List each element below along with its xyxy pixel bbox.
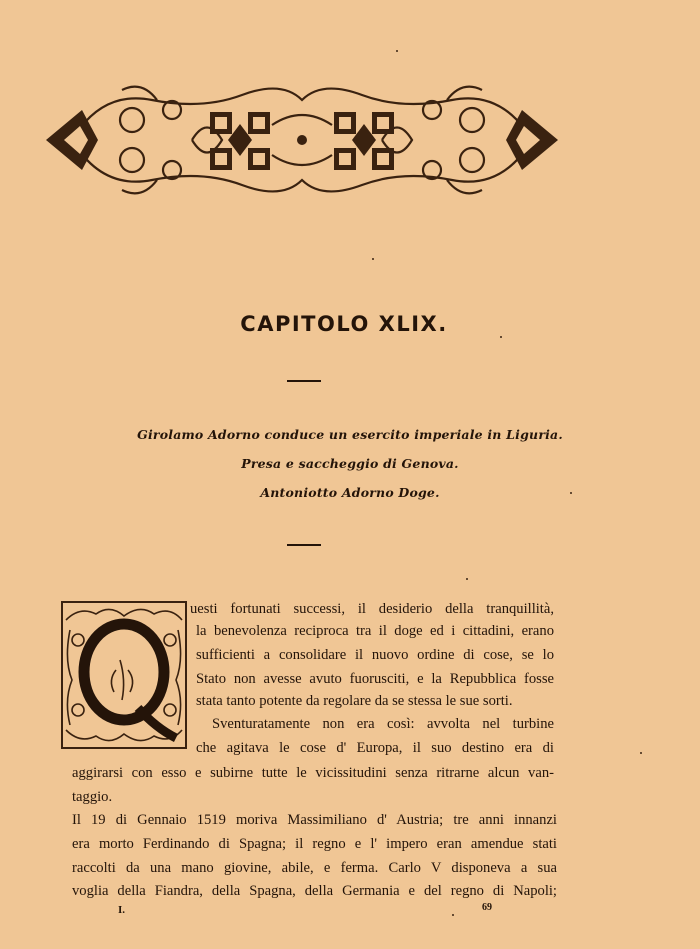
paper-speck	[640, 752, 642, 754]
paper-speck	[570, 492, 572, 494]
summary-line: Presa e saccheggio di Genova.	[241, 456, 459, 471]
summary-line: Antoniotto Adorno Doge.	[260, 485, 440, 500]
divider-rule	[287, 380, 321, 382]
body-text-line: aggirarsi con esso e subirne tutte le vicissitudini senza ritrarne alcun van-	[72, 765, 554, 781]
body-text-line: stata tanto potente da regolare da se stessa le sue sorti.	[196, 693, 513, 709]
body-text-line: taggio.	[72, 789, 113, 805]
floral-headpiece-icon	[42, 70, 562, 210]
page-number: 69	[482, 902, 492, 913]
paper-speck	[452, 914, 454, 916]
summary-line: Girolamo Adorno conduce un esercito imperiale in Liguria.	[137, 427, 563, 442]
body-text-line: raccolti da una mano giovine, abile, e ferma. Carlo V disponeva a sua	[72, 860, 557, 876]
divider-rule	[287, 544, 321, 546]
body-text-line: Il 19 di Gennaio 1519 moriva Massimiliano d' Austria; tre anni innanzi	[72, 812, 557, 828]
body-text-line: Stato non avesse avuto fuorusciti, e la Repubblica fosse	[196, 671, 554, 687]
ornate-initial-q-icon	[60, 600, 188, 750]
paper-speck	[396, 50, 398, 52]
body-text-line: la benevolenza reciproca tra il doge ed i cittadini, erano	[196, 623, 554, 639]
body-text-line: voglia della Fiandra, della Spagna, della Germania e del regno di Napoli;	[72, 883, 557, 899]
body-text-line: Sventuratamente non era così: avvolta nel turbine	[212, 716, 554, 732]
body-text-line: sufficienti a consolidare il nuovo ordine di cose, se lo	[196, 647, 554, 663]
body-text-line: era morto Ferdinando di Spagna; il regno e l' impero eran amendue stati	[72, 836, 557, 852]
paper-speck	[466, 578, 468, 580]
signature-mark: I.	[118, 904, 126, 916]
body-text-line: uesti fortunati successi, il desiderio della tranquillità,	[190, 601, 554, 617]
paper-speck	[372, 258, 374, 260]
chapter-title: CAPITOLO XLIX.	[240, 312, 448, 336]
paper-speck	[500, 336, 502, 338]
body-text-line: che agitava le cose d' Europa, il suo destino era di	[196, 740, 554, 756]
